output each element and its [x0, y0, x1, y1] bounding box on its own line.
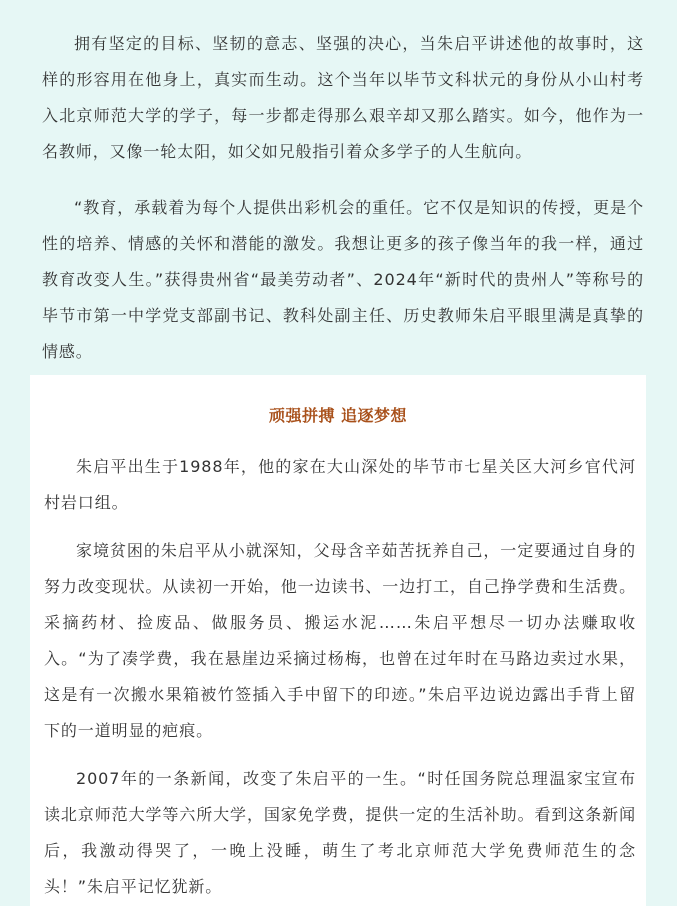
- intro-section: [42, 26, 644, 370]
- section-paragraph: 2007年的一条新闻，改变了朱启平的一生。“时任国务院总理温家宝宣布读北京师范大学等六所大学，国家免学费，提供一定的生活补助。看到这条新闻后，我激动得哭了，一晚上没睡，萌生了考北京师范大学免费师范生的念头！”朱启平记忆犹新。: [44, 769, 636, 896]
- section-title: 顽强拼搏 追逐梦想: [268, 406, 408, 425]
- section-paragraph: 朱启平出生于1988年，他的家在大山深处的毕节市七星关区大河乡官代河村岩口组。: [44, 457, 636, 512]
- section-body: [44, 449, 636, 905]
- section-paragraph: 家境贫困的朱启平从小就深知，父母含辛茹苦抚养自己，一定要通过自身的努力改变现状。从读初一开始，他一边读书、一边打工，自己挣学费和生活费。采摘药材、捡废品、做服务员、搬运水泥……朱启平想尽一切办法赚取收入。“为了凑学费，我在悬崖边采摘过杨梅，也曾在过年时在马路边卖过水果，这是有一次搬水果箱被竹签插入手中留下的印迹。”朱启平边说边露出手背上留下的一道明显的疤痕。: [44, 541, 636, 740]
- section-panel: [30, 375, 646, 906]
- intro-paragraph: “教育，承载着为每个人提供出彩机会的重任。它不仅是知识的传授，更是个性的培养、情感的关怀和潜能的激发。我想让更多的孩子像当年的我一样，通过教育改变人生。”获得贵州省“最美劳动者”、2024年“新时代的贵州人”等称号的毕节市第一中学党支部副书记、教科处副主任、历史教师朱启平眼里满是真挚的情感。: [42, 198, 644, 361]
- intro-paragraph: 拥有坚定的目标、坚韧的意志、坚强的决心，当朱启平讲述他的故事时，这样的形容用在他身上，真实而生动。这个当年以毕节文科状元的身份从小山村考入北京师范大学的学子，每一步都走得那么艰辛却又那么踏实。如今，他作为一名教师，又像一轮太阳，如父如兄般指引着众多学子的人生航向。: [42, 34, 644, 161]
